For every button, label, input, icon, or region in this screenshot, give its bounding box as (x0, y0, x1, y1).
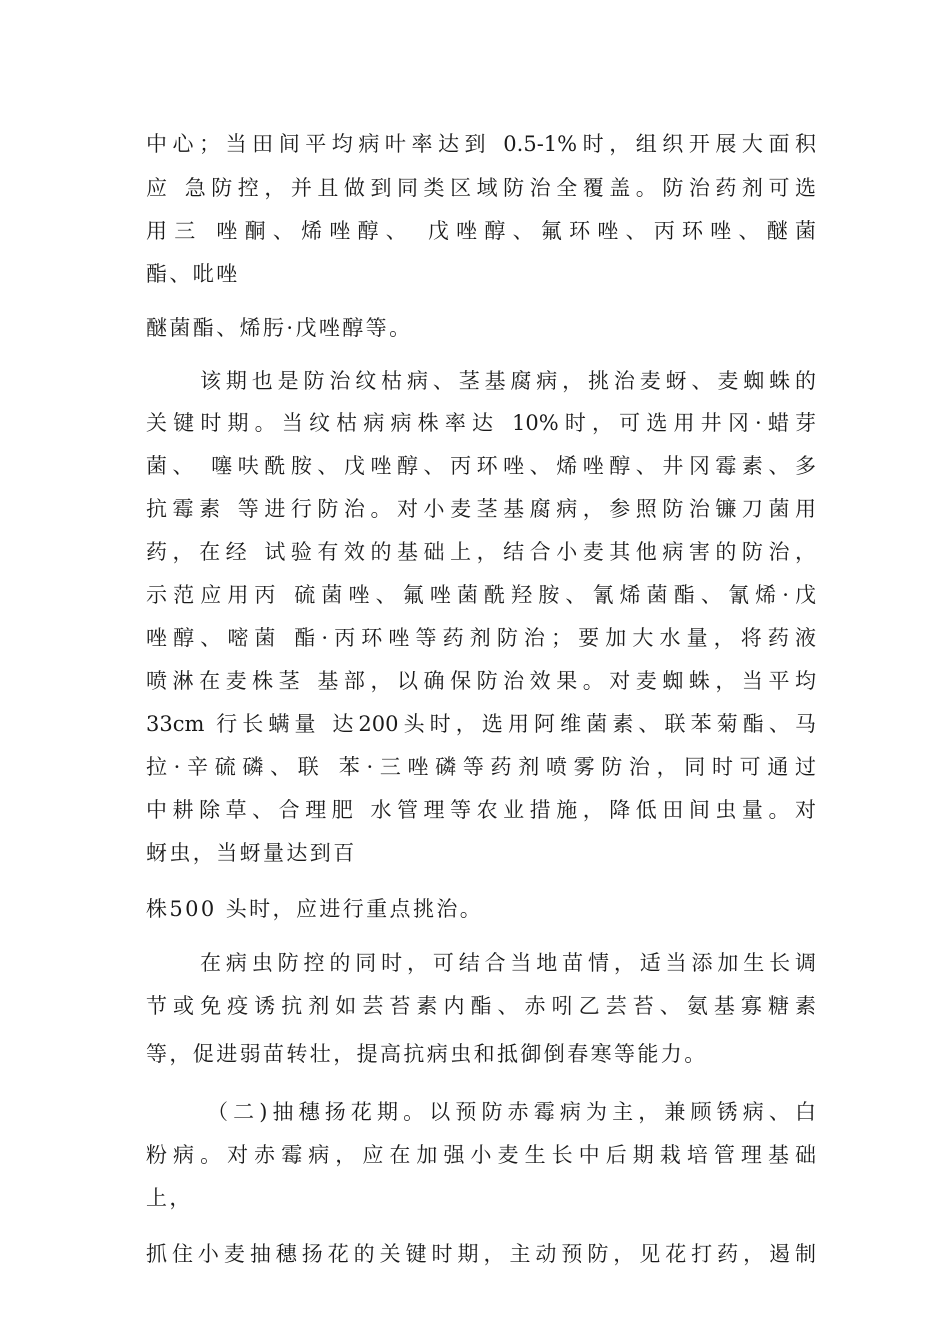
text-line: 酯、吡唑 (146, 262, 240, 286)
text-line: 抗霉素 等进行防治。对小麦茎基腐病，参照防治镰刀菌用 (146, 497, 816, 521)
paragraph-first-line: 在病虫防控的同时，可结合当地苗情，适当添加生长调 (200, 951, 816, 975)
text-line: 菌、 噻呋酰胺、戊唑醇、丙环唑、烯唑醇、井冈霉素、多 (146, 454, 816, 478)
text-line: 醚菌酯、烯肟·戊唑醇等。 (146, 316, 413, 340)
text-line: 关键时期。当纹枯病病株率达 10%时，可选用井冈·蜡芽 (146, 411, 816, 435)
text-line: 示范应用丙 硫菌唑、氟唑菌酰羟胺、氰烯菌酯、氰烯·戊 (146, 583, 816, 607)
text-line: 株500 头时，应进行重点挑治。 (146, 897, 484, 921)
text-line: 应 急防控，并且做到同类区域防治全覆盖。防治药剂可选 (146, 176, 816, 200)
text-line: 上， (146, 1186, 193, 1210)
text-line: 蚜虫，当蚜量达到百 (146, 841, 357, 865)
text-line: 节或免疫诱抗剂如芸苔素内酯、赤吲乙芸苔、氨基寡糖素 (146, 994, 816, 1018)
text-line: 中心；当田间平均病叶率达到 0.5-1%时，组织开展大面积 (146, 132, 816, 156)
text-line: 拉·辛硫磷、联 苯·三唑磷等药剂喷雾防治，同时可通过 (146, 755, 816, 779)
text-line: 喷淋在麦株茎 基部，以确保防治效果。对麦蜘蛛，当平均 (146, 669, 816, 693)
text-line: 抓住小麦抽穗扬花的关键时期，主动预防，见花打药，遏制 (146, 1242, 816, 1266)
paragraph-first-line: 该期也是防治纹枯病、茎基腐病，挑治麦蚜、麦蜘蛛的 (200, 369, 816, 393)
text-line: 药，在经 试验有效的基础上，结合小麦其他病害的防治， (146, 540, 816, 564)
section-heading-line: （二)抽穗扬花期。以预防赤霉病为主，兼顾锈病、白 (207, 1100, 816, 1124)
text-line: 33cm 行长螨量 达200头时，选用阿维菌素、联苯菊酯、马 (146, 712, 816, 736)
text-line: 等，促进弱苗转壮，提高抗病虫和抵御倒春寒等能力。 (146, 1042, 708, 1066)
text-line: 唑醇、嘧菌 酯·丙环唑等药剂防治；要加大水量，将药液 (146, 626, 816, 650)
text-line: 粉病。对赤霉病，应在加强小麦生长中后期栽培管理基础 (146, 1143, 816, 1167)
text-line: 中耕除草、合理肥 水管理等农业措施，降低田间虫量。对 (146, 798, 816, 822)
text-line: 用三 唑酮、烯唑醇、 戊唑醇、氟环唑、丙环唑、醚菌 (146, 219, 816, 243)
